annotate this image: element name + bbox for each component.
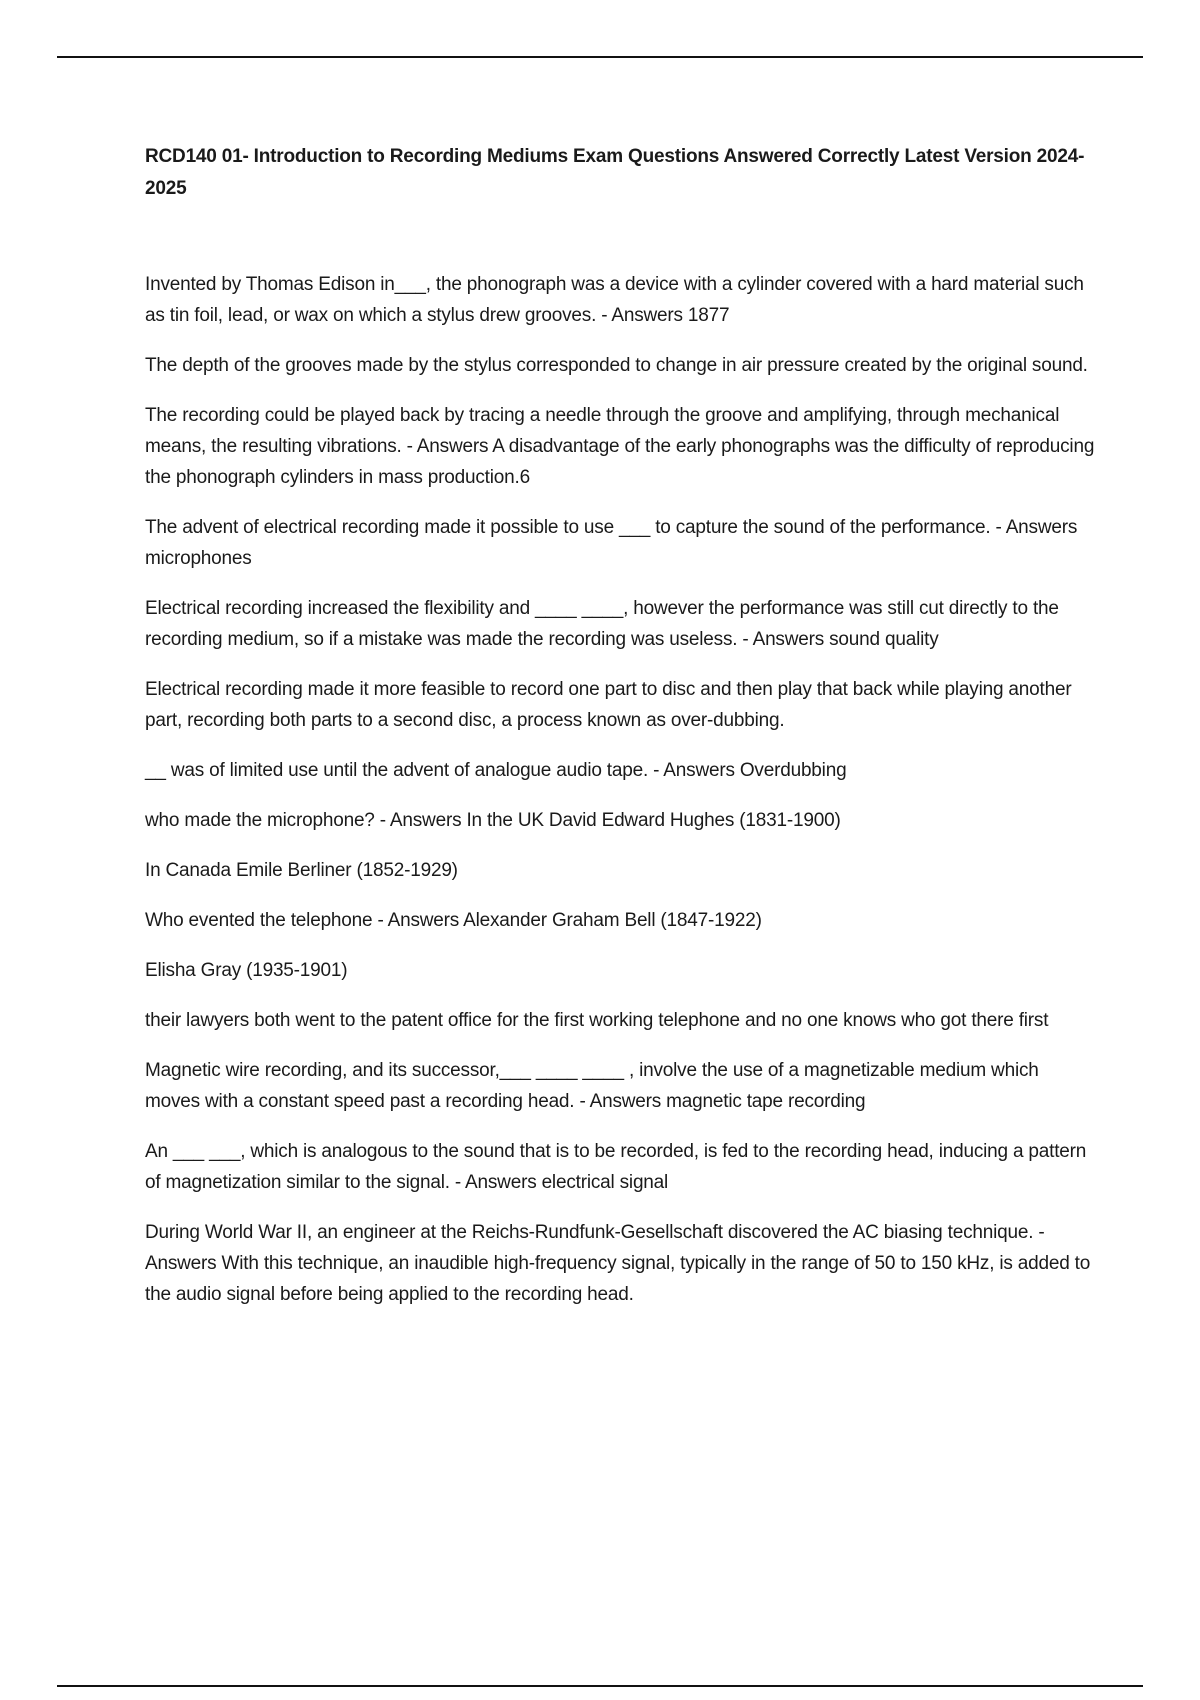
qa-paragraph-2: The depth of the grooves made by the stylus corresponded to change in air pressure created by the original sound. [145, 355, 1088, 376]
qa-paragraph-1: Invented by Thomas Edison in___, the phonograph was a device with a cylinder covered with a hard material such as tin foil, lead, or wax on which a stylus drew grooves. - Answers 1877 [145, 274, 1084, 326]
footer-rule [57, 1685, 1143, 1687]
document-body [145, 141, 1095, 1329]
qa-paragraph-4: The advent of electrical recording made it possible to use ___ to capture the sound of the performance. - Answers microphones [145, 517, 1078, 569]
qa-paragraph-5: Electrical recording increased the flexibility and ____ ____, however the performance was still cut directly to the recording medium, so if a mistake was made the recording was useless. - Answers sound quality [145, 598, 1059, 650]
qa-paragraph-6: Electrical recording made it more feasible to record one part to disc and then play that back while playing another part, recording both parts to a second disc, a process known as over-dubbing. [145, 679, 1072, 731]
qa-paragraph-13: Magnetic wire recording, and its successor,___ ____ ____ , involve the use of a magnetizable medium which moves with a constant speed past a recording head. - Answers magnetic tape recording [145, 1060, 1039, 1112]
qa-paragraph-7: __ was of limited use until the advent of analogue audio tape. - Answers Overdubbing [145, 760, 847, 781]
qa-paragraph-8: who made the microphone? - Answers In the UK David Edward Hughes (1831-1900) [145, 810, 841, 831]
qa-paragraph-14: An ___ ___, which is analogous to the sound that is to be recorded, is fed to the recording head, inducing a pattern of magnetization similar to the signal. - Answers electrical signal [145, 1141, 1087, 1193]
header-rule [57, 56, 1143, 58]
qa-paragraph-9: In Canada Emile Berliner (1852-1929) [145, 860, 458, 881]
qa-paragraph-12: their lawyers both went to the patent office for the first working telephone and no one knows who got there first [145, 1010, 1049, 1031]
qa-paragraph-10: Who evented the telephone - Answers Alexander Graham Bell (1847-1922) [145, 910, 762, 931]
qa-paragraph-3: The recording could be played back by tracing a needle through the groove and amplifying, through mechanical means, the resulting vibrations. - Answers A disadvantage of the early phonographs was the difficulty of reproducing the phonograph cylinders in mass production.6 [145, 405, 1095, 488]
qa-paragraph-15: During World War II, an engineer at the Reichs-Rundfunk-Gesellschaft discovered the AC biasing technique. - Answers With this technique, an inaudible high-frequency signal, typically in the range of 50 to 150 kHz, is added to the audio signal before being applied to the recording head. [145, 1222, 1091, 1305]
document-title: RCD140 01- Introduction to Recording Mediums Exam Questions Answered Correctly Latest Version 2024-2025 [145, 146, 1085, 199]
qa-paragraph-11: Elisha Gray (1935-1901) [145, 960, 348, 981]
